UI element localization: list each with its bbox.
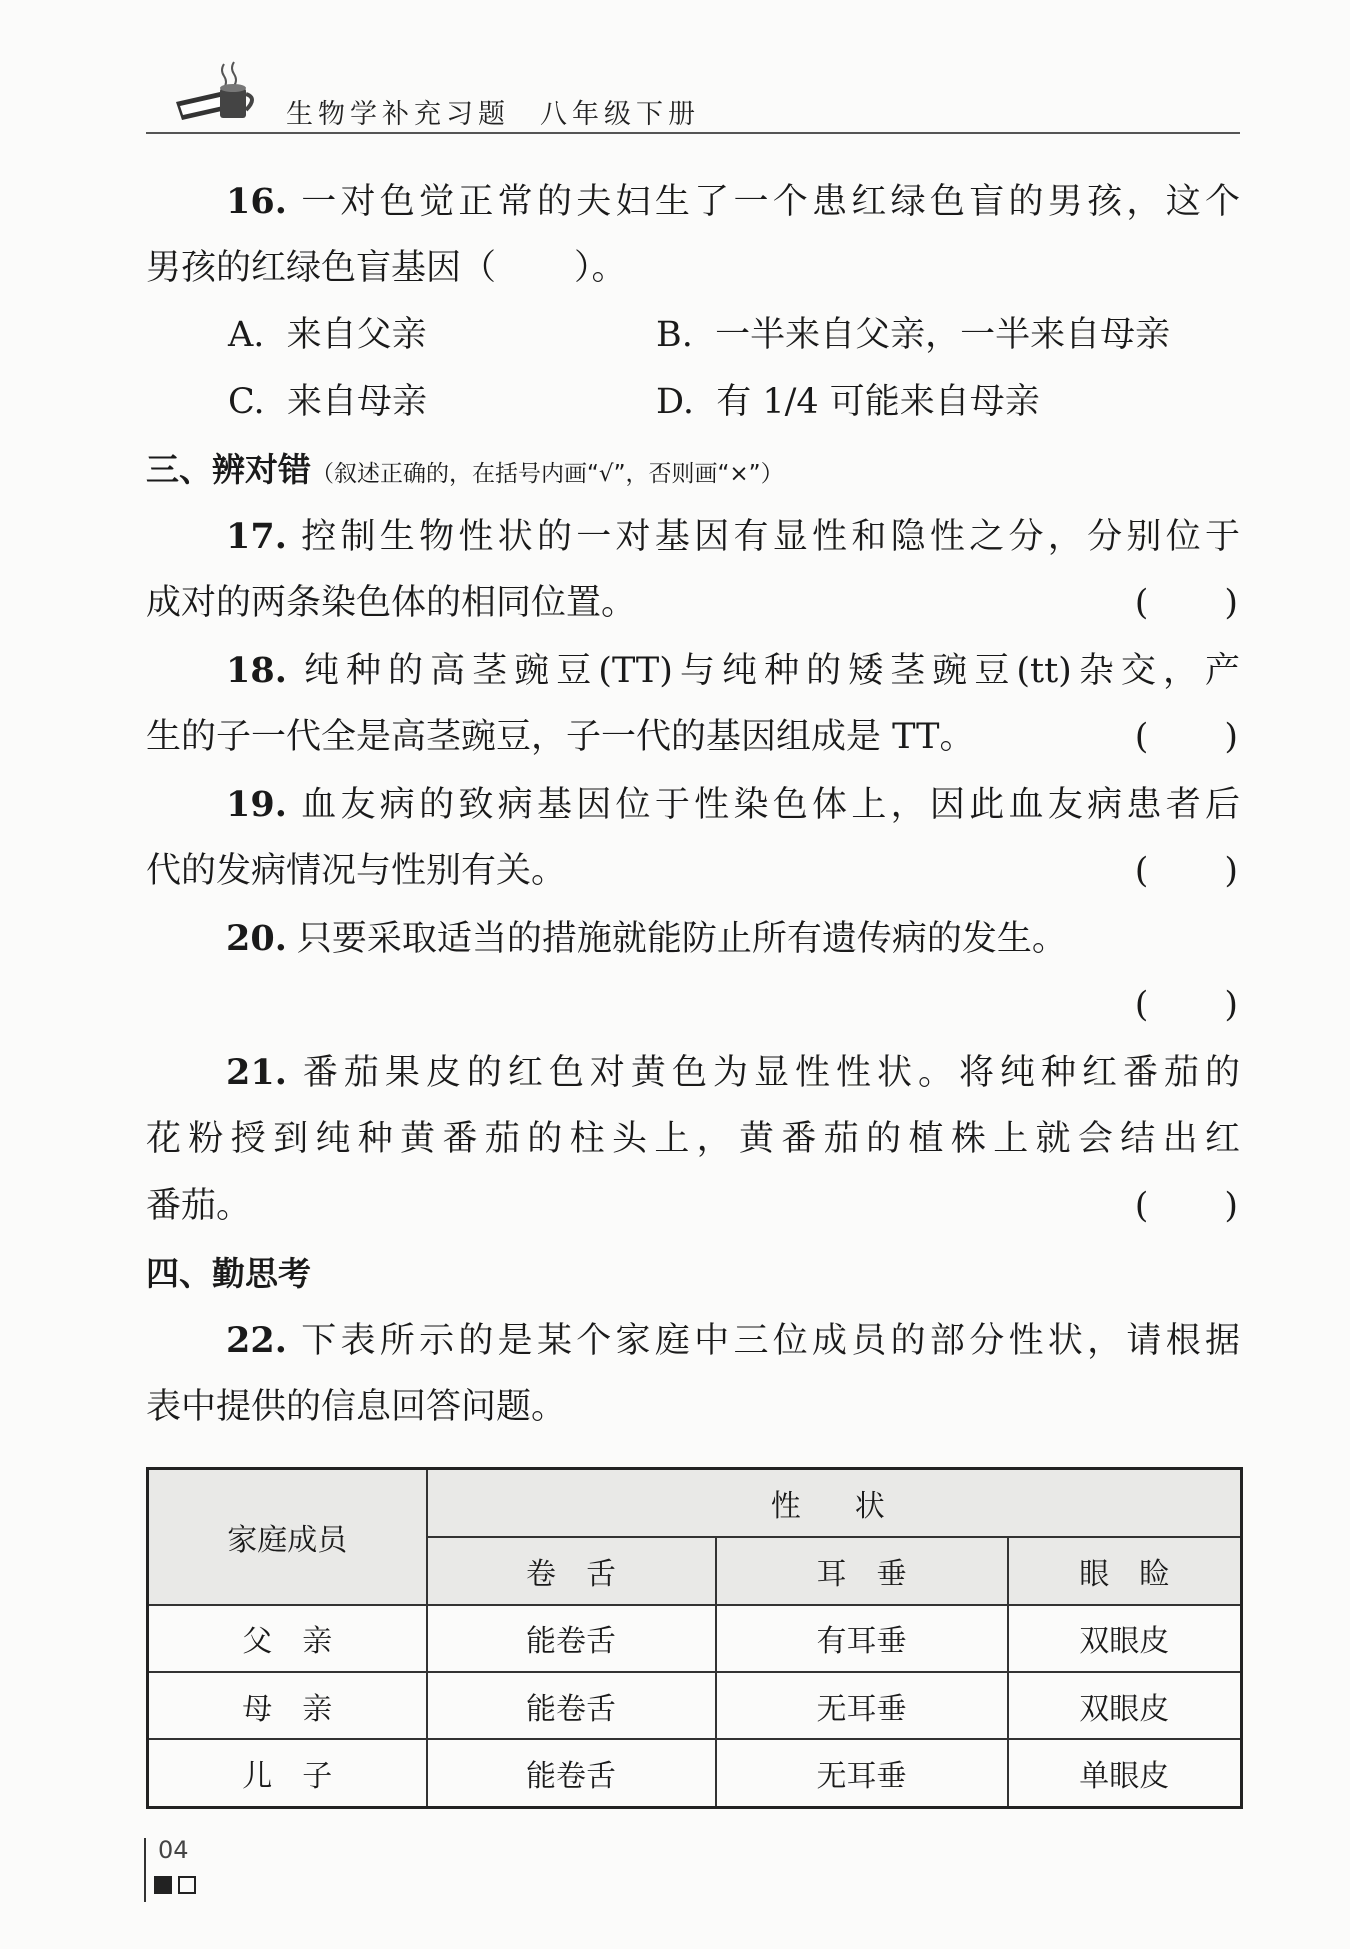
- q18-line2: 生的子一代全是高茎豌豆，子一代的基因组成是 TT。 ( ): [146, 704, 1240, 771]
- q19-line2: 代的发病情况与性别有关。 ( ): [146, 838, 1240, 905]
- q21-line1: 21. 番茄果皮的红色对黄色为显性性状。将纯种红番茄的: [226, 1052, 1240, 1093]
- table-cell: 有耳垂: [716, 1605, 1008, 1672]
- q16-line2: [146, 235, 1240, 302]
- table-cell: 无耳垂: [716, 1739, 1008, 1807]
- q16-number: 16.: [226, 181, 287, 222]
- family-traits-table: [146, 1467, 1243, 1809]
- q17-line1: 17. 控制生物性状的一对基因有显性和隐性之分，分别位于: [226, 516, 1240, 557]
- empty-square-icon: [178, 1876, 196, 1894]
- page-header: [146, 58, 1240, 134]
- q19-line1: 19. 血友病的致病基因位于性染色体上，因此血友病患者后: [226, 784, 1240, 825]
- table-cell: 无耳垂: [716, 1672, 1008, 1739]
- table-cell: 单眼皮: [1008, 1739, 1242, 1807]
- q17-number: 17.: [226, 516, 287, 557]
- q16-options-row1: [146, 302, 1240, 369]
- question-content: [146, 168, 1240, 1441]
- option-c[interactable]: C. 来自母亲: [228, 382, 427, 422]
- section-3-heading: [146, 436, 1240, 503]
- q16-paren-close: ）。: [574, 248, 627, 288]
- section-3-title: 三、辨对错: [146, 450, 311, 489]
- table-cell: 双眼皮: [1008, 1605, 1242, 1672]
- option-d[interactable]: D. 有 1/4 可能来自母亲: [656, 382, 1040, 422]
- q22-line1: 22. 下表所示的是某个家庭中三位成员的部分性状，请根据: [226, 1320, 1240, 1361]
- traits-group-header: 性 状: [427, 1469, 1242, 1537]
- q19-number: 19.: [226, 784, 287, 825]
- q20-line2: [146, 972, 1240, 1039]
- grade-label: 八年级下册: [540, 99, 700, 130]
- q20-number: 20.: [226, 918, 287, 959]
- q19-answer-paren[interactable]: ( ): [1134, 851, 1240, 891]
- q16-line1: [146, 168, 1240, 235]
- table-cell: 能卷舌: [427, 1672, 716, 1739]
- q22-line2: 表中提供的信息回答问题。: [146, 1387, 567, 1427]
- q16-options-row2: [146, 369, 1240, 436]
- q17-answer-paren[interactable]: ( ): [1134, 583, 1240, 623]
- table-cell: 能卷舌: [427, 1605, 716, 1672]
- header-title: [286, 92, 700, 131]
- section-4-title: 四、勤思考: [146, 1254, 311, 1293]
- q18-number: 18.: [226, 650, 287, 691]
- column-header: 眼 睑: [1008, 1537, 1242, 1605]
- member-cell: 父 亲: [148, 1605, 427, 1672]
- column-header: 耳 垂: [716, 1537, 1008, 1605]
- option-b[interactable]: B. 一半来自父亲，一半来自母亲: [656, 315, 1171, 355]
- q18-line1: 18. 纯种的高茎豌豆(TT)与纯种的矮茎豌豆(tt)杂交，产: [226, 650, 1240, 691]
- page-number: 04: [158, 1836, 189, 1864]
- table-row: [148, 1605, 1242, 1672]
- table-cell: 双眼皮: [1008, 1672, 1242, 1739]
- q20-answer-paren[interactable]: ( ): [1134, 985, 1240, 1025]
- q18-answer-paren[interactable]: ( ): [1134, 717, 1240, 757]
- table-row: [148, 1672, 1242, 1739]
- section-4-heading: [146, 1240, 1240, 1307]
- table-corner-header: 家庭成员: [148, 1469, 427, 1605]
- q21-line3: 番茄。 ( ): [146, 1173, 1240, 1240]
- member-cell: 儿 子: [148, 1739, 427, 1807]
- option-a[interactable]: A. 来自父亲: [228, 315, 427, 355]
- q20-line1: 20. 只要采取适当的措施就能防止所有遗传病的发生。: [226, 918, 1067, 959]
- book-coffee-cup-icon: [172, 58, 262, 128]
- table-cell: 能卷舌: [427, 1739, 716, 1807]
- q21-number: 21.: [226, 1052, 287, 1093]
- q16-text-2: 男孩的红绿色盲基因（: [146, 248, 497, 288]
- column-header: 卷 舌: [427, 1537, 716, 1605]
- book-title: 生物学补充习题: [286, 99, 510, 130]
- member-cell: 母 亲: [148, 1672, 427, 1739]
- table-row: [148, 1739, 1242, 1807]
- q17-line2: 成对的两条染色体的相同位置。 ( ): [146, 570, 1240, 637]
- filled-square-icon: [154, 1876, 172, 1894]
- q21-line2: 花粉授到纯种黄番茄的柱头上，黄番茄的植株上就会结出红: [146, 1119, 1240, 1159]
- q16-text: 一对色觉正常的夫妇生了一个患红绿色盲的男孩，这个: [296, 182, 1240, 222]
- footer-divider: [144, 1838, 146, 1902]
- section-3-note: （叙述正确的，在括号内画“√”，否则画“×”）: [311, 461, 784, 487]
- header-divider: [146, 132, 1240, 134]
- q22-number: 22.: [226, 1320, 287, 1361]
- q21-answer-paren[interactable]: ( ): [1134, 1186, 1240, 1226]
